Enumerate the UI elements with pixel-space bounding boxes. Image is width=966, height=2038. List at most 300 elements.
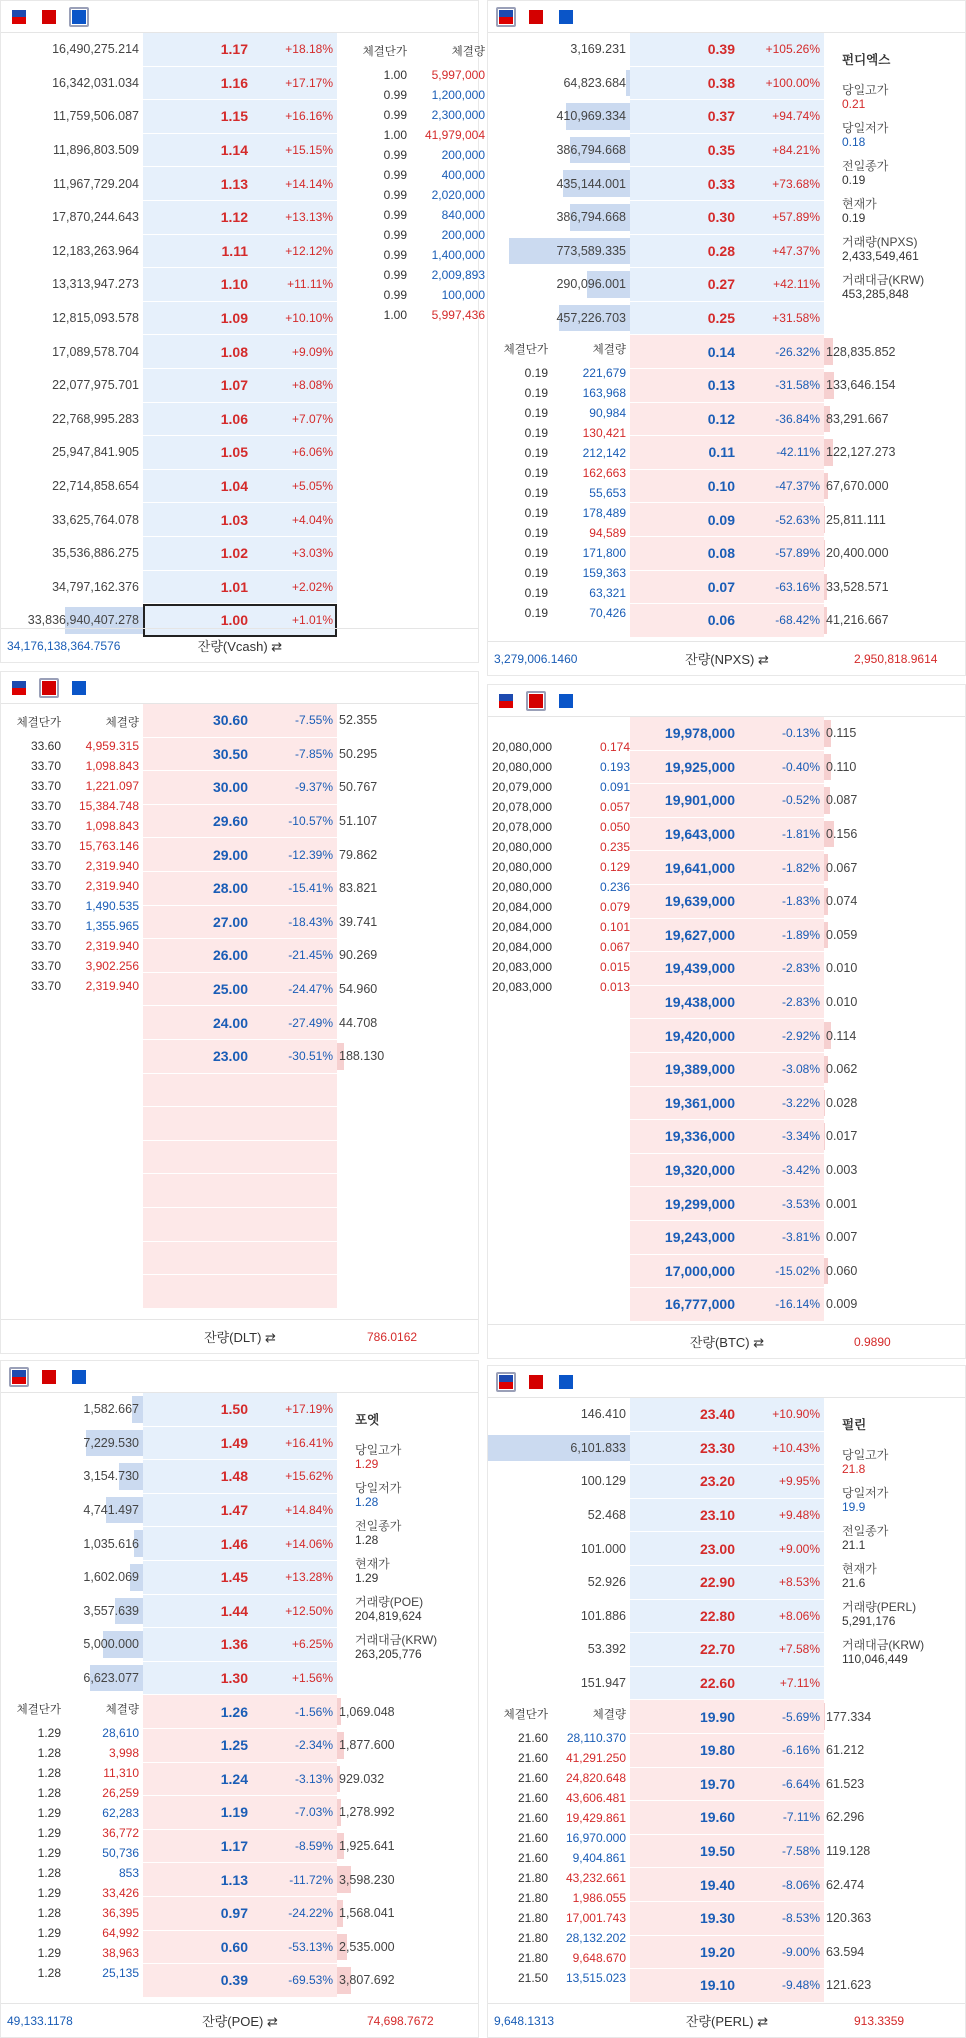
bid-price: 17,000,000 (664, 1262, 735, 1279)
ask-price-cell[interactable] (143, 235, 337, 268)
bid-row[interactable] (488, 1187, 858, 1221)
ask-price-cell[interactable] (143, 403, 337, 436)
ask-price-cell[interactable] (143, 268, 337, 301)
bid-price-cell[interactable] (630, 952, 824, 985)
ask-price-cell[interactable] (630, 1398, 824, 1431)
view-mode-button[interactable] (39, 1367, 59, 1387)
bid-price-cell[interactable] (143, 1729, 337, 1762)
ask-price-cell[interactable] (143, 1460, 337, 1493)
bid-price-cell[interactable] (630, 503, 824, 536)
ask-price-cell[interactable] (143, 537, 337, 570)
bid-price-cell[interactable] (630, 1768, 824, 1801)
ask-row[interactable] (1, 302, 337, 336)
remaining-toggle-button[interactable]: 잔량(NPXS) ⇄ (685, 652, 769, 667)
trade-qty: 163,968 (582, 386, 626, 401)
bid-price-cell[interactable] (630, 436, 824, 469)
ask-price-cell[interactable] (630, 134, 824, 167)
ask-row[interactable] (1, 1628, 337, 1662)
trade-qty: 0.079 (599, 900, 630, 914)
bid-change-rate: -6.16% (781, 1743, 820, 1758)
ask-price-cell[interactable] (143, 134, 337, 167)
bid-price-cell[interactable] (630, 885, 824, 918)
bid-price-cell[interactable] (630, 1120, 824, 1153)
ask-price-cell[interactable] (143, 571, 337, 604)
ask-row[interactable] (488, 268, 824, 302)
bid-volume (824, 436, 966, 469)
bid-volume-value: 0.059 (826, 927, 858, 942)
trade-price: 0.99 (383, 228, 407, 242)
bid-price-cell[interactable] (630, 717, 824, 750)
remaining-toggle-button[interactable]: 잔량(POE) ⇄ (202, 2014, 278, 2029)
trade-row (478, 503, 626, 523)
bid-price-cell[interactable] (630, 1221, 824, 1254)
bid-price-cell[interactable] (143, 838, 337, 871)
ask-row[interactable] (488, 235, 824, 269)
bid-volume (824, 369, 966, 402)
ask-price-cell[interactable] (630, 1499, 824, 1532)
ask-row[interactable] (1, 1561, 337, 1595)
ask-change-rate: +17.19% (285, 1402, 333, 1417)
ask-price-cell[interactable] (143, 1527, 337, 1560)
ask-price-cell[interactable] (630, 235, 824, 268)
bid-row[interactable] (488, 1221, 858, 1255)
trade-price: 1.28 (37, 1866, 61, 1881)
trade-row (0, 836, 139, 856)
bid-price-cell[interactable] (630, 1868, 824, 1901)
ask-volume (488, 100, 630, 133)
remaining-volume-footer (488, 1324, 965, 1358)
ask-price-cell[interactable] (143, 1393, 337, 1426)
bid-only-view-icon (529, 694, 543, 708)
view-mode-button[interactable] (9, 7, 29, 27)
bid-row[interactable] (488, 1255, 858, 1289)
bid-volume (337, 805, 480, 838)
trade-price: 0.99 (383, 88, 407, 102)
bid-volume-value: 0.062 (826, 1062, 858, 1077)
ask-change-rate: +8.08% (291, 378, 333, 393)
ask-row[interactable] (1, 67, 337, 101)
ask-row[interactable] (1, 1460, 337, 1494)
bid-change-rate: -63.16% (775, 579, 820, 594)
bid-volume-value: 0.017 (826, 1129, 858, 1144)
ask-price-cell[interactable] (143, 201, 337, 234)
bid-row[interactable] (488, 1288, 858, 1322)
view-mode-button[interactable] (496, 7, 516, 27)
bid-volume (824, 1255, 966, 1288)
ask-row[interactable] (488, 1667, 824, 1701)
trade-qty: 1,200,000 (431, 88, 485, 102)
total-bid-volume: 913.3359 (854, 2013, 905, 2028)
ask-row[interactable] (1, 268, 337, 302)
ask-price-cell[interactable] (630, 268, 824, 301)
ask-price-cell[interactable] (143, 436, 337, 469)
trade-price: 21.60 (517, 1771, 548, 1786)
summary-label: 거래량(POE) (355, 1595, 424, 1609)
view-mode-button[interactable] (556, 7, 576, 27)
ask-row[interactable] (1, 1427, 337, 1461)
ask-volume-value: 11,967,729.204 (53, 176, 139, 191)
bid-volume-value: 133,646.154 (826, 378, 896, 393)
bid-price-cell[interactable] (630, 851, 824, 884)
bid-volume (824, 851, 966, 884)
ask-price: 0.30 (707, 209, 735, 226)
bid-price-cell[interactable] (143, 872, 337, 905)
ask-row[interactable] (488, 1465, 824, 1499)
both-sides-view-icon (12, 10, 26, 24)
ask-row[interactable] (488, 100, 824, 134)
ask-row[interactable] (1, 335, 337, 369)
view-mode-button[interactable] (556, 691, 576, 711)
orderbook-panel (0, 671, 479, 1354)
ask-price-cell[interactable] (143, 503, 337, 536)
view-mode-button[interactable] (9, 1367, 29, 1387)
bid-left-cell (488, 1087, 630, 1120)
bid-price-cell[interactable] (143, 906, 337, 939)
bid-price: 0.12 (707, 410, 735, 427)
ask-row[interactable] (1, 1662, 337, 1696)
view-mode-button[interactable] (69, 7, 89, 27)
both-sides-view-icon (12, 1370, 26, 1384)
bid-price-cell[interactable] (630, 1019, 824, 1052)
bid-change-rate: -52.63% (775, 512, 820, 527)
ask-price-cell[interactable] (143, 302, 337, 335)
ask-price-cell[interactable] (630, 302, 824, 335)
ask-price-cell[interactable] (143, 1494, 337, 1527)
bid-change-rate: -36.84% (775, 411, 820, 426)
ask-price-cell[interactable] (143, 470, 337, 503)
remaining-toggle-button[interactable]: 잔량(DLT) ⇄ (204, 1330, 276, 1345)
bid-price-cell[interactable] (630, 1053, 824, 1086)
bid-price-cell[interactable] (143, 939, 337, 972)
view-mode-button[interactable] (526, 1372, 546, 1392)
bid-volume-value: 25,811.111 (826, 512, 886, 527)
bid-price-cell[interactable] (630, 1969, 824, 2002)
ask-price: 22.60 (699, 1675, 735, 1692)
ask-price-cell[interactable] (143, 100, 337, 133)
trade-row (478, 1928, 626, 1948)
bid-change-rate: -1.89% (781, 927, 820, 942)
both-sides-view-icon (499, 10, 513, 24)
bid-row[interactable] (488, 1120, 858, 1154)
trade-qty: 26,259 (102, 1786, 139, 1801)
bid-price-cell[interactable] (630, 1902, 824, 1935)
remaining-toggle-button[interactable]: 잔량(BTC) ⇄ (689, 1335, 765, 1350)
ask-price-cell[interactable] (143, 369, 337, 402)
trade-qty: 3,902.256 (85, 959, 139, 973)
trade-price: 20,084,000 (491, 940, 552, 954)
ask-price-cell[interactable] (630, 33, 824, 66)
trade-qty: 0.057 (599, 800, 630, 814)
trade-price: 21.80 (517, 1951, 548, 1966)
ask-price-cell[interactable] (630, 67, 824, 100)
trades-header (337, 37, 485, 65)
ask-price-cell[interactable] (143, 1427, 337, 1460)
bid-price-cell[interactable] (630, 604, 824, 637)
ask-row[interactable] (488, 1499, 824, 1533)
bid-row[interactable] (488, 1053, 858, 1087)
ask-price-cell[interactable] (630, 1600, 824, 1633)
ask-row[interactable] (1, 503, 337, 537)
bid-change-rate: -24.47% (288, 982, 333, 997)
bid-price-cell[interactable] (143, 771, 337, 804)
bid-volume (824, 537, 966, 570)
ask-row[interactable] (1, 1527, 337, 1561)
bid-volume-value: 120.363 (826, 1911, 872, 1926)
view-mode-button[interactable] (39, 678, 59, 698)
bid-price-cell[interactable] (630, 986, 824, 1019)
bid-price-cell[interactable] (630, 1734, 824, 1767)
ask-row[interactable] (488, 1398, 824, 1432)
ask-price: 23.30 (699, 1439, 735, 1456)
ask-volume (1, 1561, 143, 1594)
ask-price-cell[interactable] (143, 33, 337, 66)
view-mode-button[interactable] (496, 1372, 516, 1392)
trade-row (0, 756, 139, 776)
ask-row[interactable] (1, 167, 337, 201)
remaining-toggle-button[interactable]: 잔량(PERL) ⇄ (685, 2014, 769, 2029)
ask-price-cell[interactable] (630, 100, 824, 133)
ask-row[interactable] (488, 1633, 824, 1667)
remaining-volume-footer (1, 2003, 478, 2037)
bid-price-cell[interactable] (630, 1255, 824, 1288)
view-mode-button[interactable] (526, 691, 546, 711)
trade-qty: 1,490.535 (85, 899, 139, 913)
bid-change-rate: -2.92% (781, 1028, 820, 1043)
ask-volume (488, 1667, 630, 1700)
bid-price-cell[interactable] (630, 1700, 824, 1733)
bid-change-rate: -8.06% (781, 1877, 820, 1892)
bid-price-cell[interactable] (630, 335, 824, 368)
ask-change-rate: +14.06% (285, 1536, 333, 1551)
bid-price-cell[interactable] (630, 818, 824, 851)
bid-change-rate: -24.22% (288, 1906, 333, 1921)
ask-volume (1, 403, 143, 436)
trade-row (0, 776, 139, 796)
view-mode-button[interactable] (39, 7, 59, 27)
bid-price-cell[interactable] (630, 1187, 824, 1220)
remaining-toggle-button[interactable]: 잔량(Vcash) ⇄ (197, 639, 283, 654)
bid-volume-value: 52.355 (339, 713, 378, 728)
bid-price-cell[interactable] (143, 973, 337, 1006)
ask-volume (1, 100, 143, 133)
ask-row[interactable] (1, 436, 337, 470)
bid-price: 19,299,000 (664, 1195, 735, 1212)
bid-only-view-icon (42, 681, 56, 695)
ask-volume-value: 11,896,803.509 (53, 143, 139, 158)
ask-price-cell[interactable] (630, 167, 824, 200)
view-mode-button[interactable] (556, 1372, 576, 1392)
trade-qty: 41,979,004 (424, 128, 485, 142)
view-mode-button[interactable] (526, 7, 546, 27)
ask-row[interactable] (488, 167, 824, 201)
ask-price-cell[interactable] (143, 1561, 337, 1594)
trade-qty: 200,000 (441, 228, 485, 242)
ask-price-cell[interactable] (630, 1465, 824, 1498)
ask-change-rate: +7.58% (778, 1642, 820, 1657)
orderbook-body (1, 33, 485, 629)
bid-price-cell[interactable] (630, 1835, 824, 1868)
trade-price: 0.19 (524, 586, 548, 601)
bid-change-rate: -5.69% (781, 1709, 820, 1724)
ask-price-cell[interactable] (143, 67, 337, 100)
trade-row (0, 1843, 139, 1863)
ask-volume (1, 302, 143, 335)
bid-price-cell[interactable] (630, 751, 824, 784)
summary-label: 당일고가 (842, 1448, 889, 1462)
bid-price-cell[interactable] (630, 470, 824, 503)
bid-price-cell[interactable] (143, 1897, 337, 1930)
ask-volume (1, 1527, 143, 1560)
bid-price-cell[interactable] (630, 537, 824, 570)
bid-price: 0.14 (707, 343, 735, 360)
ask-row[interactable] (1, 470, 337, 504)
ask-row[interactable] (1, 1494, 337, 1528)
ask-row[interactable] (1, 134, 337, 168)
bid-price-cell[interactable] (630, 403, 824, 436)
ask-row[interactable] (488, 1532, 824, 1566)
market-summary (842, 53, 924, 311)
bid-price-cell[interactable] (143, 1863, 337, 1896)
view-mode-button[interactable] (9, 678, 29, 698)
bid-price-cell[interactable] (143, 1931, 337, 1964)
trade-price: 1.28 (37, 1766, 61, 1781)
trade-qty: 36,395 (102, 1906, 139, 1921)
trade-row (0, 1903, 139, 1923)
bid-price-cell[interactable] (630, 369, 824, 402)
bid-price: 0.10 (707, 478, 735, 495)
ask-row[interactable] (488, 1600, 824, 1634)
ask-price-cell[interactable] (630, 1532, 824, 1565)
ask-change-rate: +15.62% (285, 1469, 333, 1484)
bid-change-rate: -26.32% (775, 344, 820, 359)
bid-price-cell[interactable] (143, 738, 337, 771)
bid-volume-value: 3,807.692 (339, 1973, 395, 1988)
ask-price-cell[interactable] (630, 1566, 824, 1599)
trade-row (478, 1748, 626, 1768)
bid-price-cell[interactable] (630, 1801, 824, 1834)
view-mode-button[interactable] (69, 1367, 89, 1387)
ask-price-cell[interactable] (630, 1633, 824, 1666)
ask-price-cell[interactable] (143, 1628, 337, 1661)
trade-row (0, 856, 139, 876)
ask-row[interactable] (1, 1393, 337, 1427)
ask-price-cell[interactable] (630, 1432, 824, 1465)
bid-price-cell[interactable] (143, 704, 337, 737)
ask-row[interactable] (1, 537, 337, 571)
bid-price-cell[interactable] (143, 1695, 337, 1728)
bid-row[interactable] (1, 1040, 385, 1074)
ask-change-rate: +16.41% (285, 1435, 333, 1450)
ask-row[interactable] (1, 1595, 337, 1629)
ask-row[interactable] (1, 100, 337, 134)
bid-price-cell[interactable] (630, 1936, 824, 1969)
ask-change-rate: +12.12% (285, 243, 333, 258)
ask-volume (488, 134, 630, 167)
summary-label: 거래대금(KRW) (355, 1633, 438, 1647)
bid-price-cell[interactable] (630, 1288, 824, 1321)
ask-row[interactable] (1, 235, 337, 269)
recent-trades-list (478, 1700, 626, 1988)
ask-price-cell[interactable] (143, 1595, 337, 1628)
trade-qty: 62,283 (102, 1806, 139, 1821)
ask-row[interactable] (1, 33, 337, 67)
bid-price-cell[interactable] (143, 1830, 337, 1863)
ask-price-cell[interactable] (143, 1662, 337, 1695)
bid-volume (824, 335, 966, 368)
ask-row[interactable] (1, 571, 337, 605)
bid-price-cell[interactable] (630, 784, 824, 817)
bid-left-cell (488, 1187, 630, 1220)
bid-price-cell[interactable] (630, 1154, 824, 1187)
trade-row (482, 737, 630, 757)
ask-row[interactable] (488, 201, 824, 235)
trade-qty: 16,970.000 (565, 1831, 626, 1846)
bid-price-cell[interactable] (143, 1796, 337, 1829)
ask-price-cell[interactable] (630, 1667, 824, 1700)
orderbook-panel (487, 1365, 966, 2038)
ask-row[interactable] (488, 33, 824, 67)
bid-left-cell (488, 1255, 630, 1288)
trade-price: 1.29 (37, 1726, 61, 1741)
bid-price-cell[interactable] (630, 1087, 824, 1120)
bid-price-cell[interactable] (630, 571, 824, 604)
ask-row[interactable] (1, 403, 337, 437)
bid-price: 19.30 (699, 1910, 735, 1927)
bid-row[interactable] (488, 1087, 858, 1121)
bid-price-cell[interactable] (143, 1964, 337, 1997)
ask-price: 23.40 (699, 1406, 735, 1423)
ask-price-cell[interactable] (143, 335, 337, 368)
bid-price-cell[interactable] (143, 1006, 337, 1039)
trade-qty: 2,319.940 (85, 939, 139, 953)
trade-price: 33.70 (30, 839, 61, 853)
bid-change-rate: -6.64% (781, 1776, 820, 1791)
bid-price-cell[interactable] (630, 919, 824, 952)
trade-price: 33.70 (30, 959, 61, 973)
ask-price-cell[interactable] (630, 201, 824, 234)
bid-volume-value: 3,598.230 (339, 1872, 395, 1887)
trade-row (478, 423, 626, 443)
orderbook-body (488, 1398, 965, 2003)
bid-price-cell[interactable] (143, 1763, 337, 1796)
ask-price: 1.05 (220, 444, 248, 461)
trade-price: 0.19 (524, 466, 548, 481)
ask-row[interactable] (1, 201, 337, 235)
bid-row[interactable] (1, 1006, 378, 1040)
view-mode-button[interactable] (496, 691, 516, 711)
bid-row[interactable] (488, 1019, 857, 1053)
ask-change-rate: +7.07% (291, 411, 333, 426)
ask-row[interactable] (488, 134, 824, 168)
ask-row[interactable] (488, 1566, 824, 1600)
trade-price: 33.70 (30, 759, 61, 773)
bid-price-cell[interactable] (143, 805, 337, 838)
ask-row[interactable] (488, 1432, 824, 1466)
ask-row[interactable] (488, 302, 824, 336)
ask-row[interactable] (1, 369, 337, 403)
bid-volume-value: 0.156 (826, 827, 858, 842)
trade-price: 21.60 (517, 1811, 548, 1826)
bid-change-rate: -3.81% (781, 1230, 820, 1245)
bid-volume-value: 79.862 (339, 847, 378, 862)
view-mode-button[interactable] (69, 678, 89, 698)
bid-row[interactable] (488, 1154, 858, 1188)
ask-price-cell[interactable] (143, 167, 337, 200)
trade-qty: 9,404.861 (572, 1851, 626, 1866)
bid-price-cell[interactable] (143, 1040, 337, 1073)
ask-row[interactable] (488, 67, 824, 101)
summary-value: 5,291,176 (842, 1614, 896, 1628)
